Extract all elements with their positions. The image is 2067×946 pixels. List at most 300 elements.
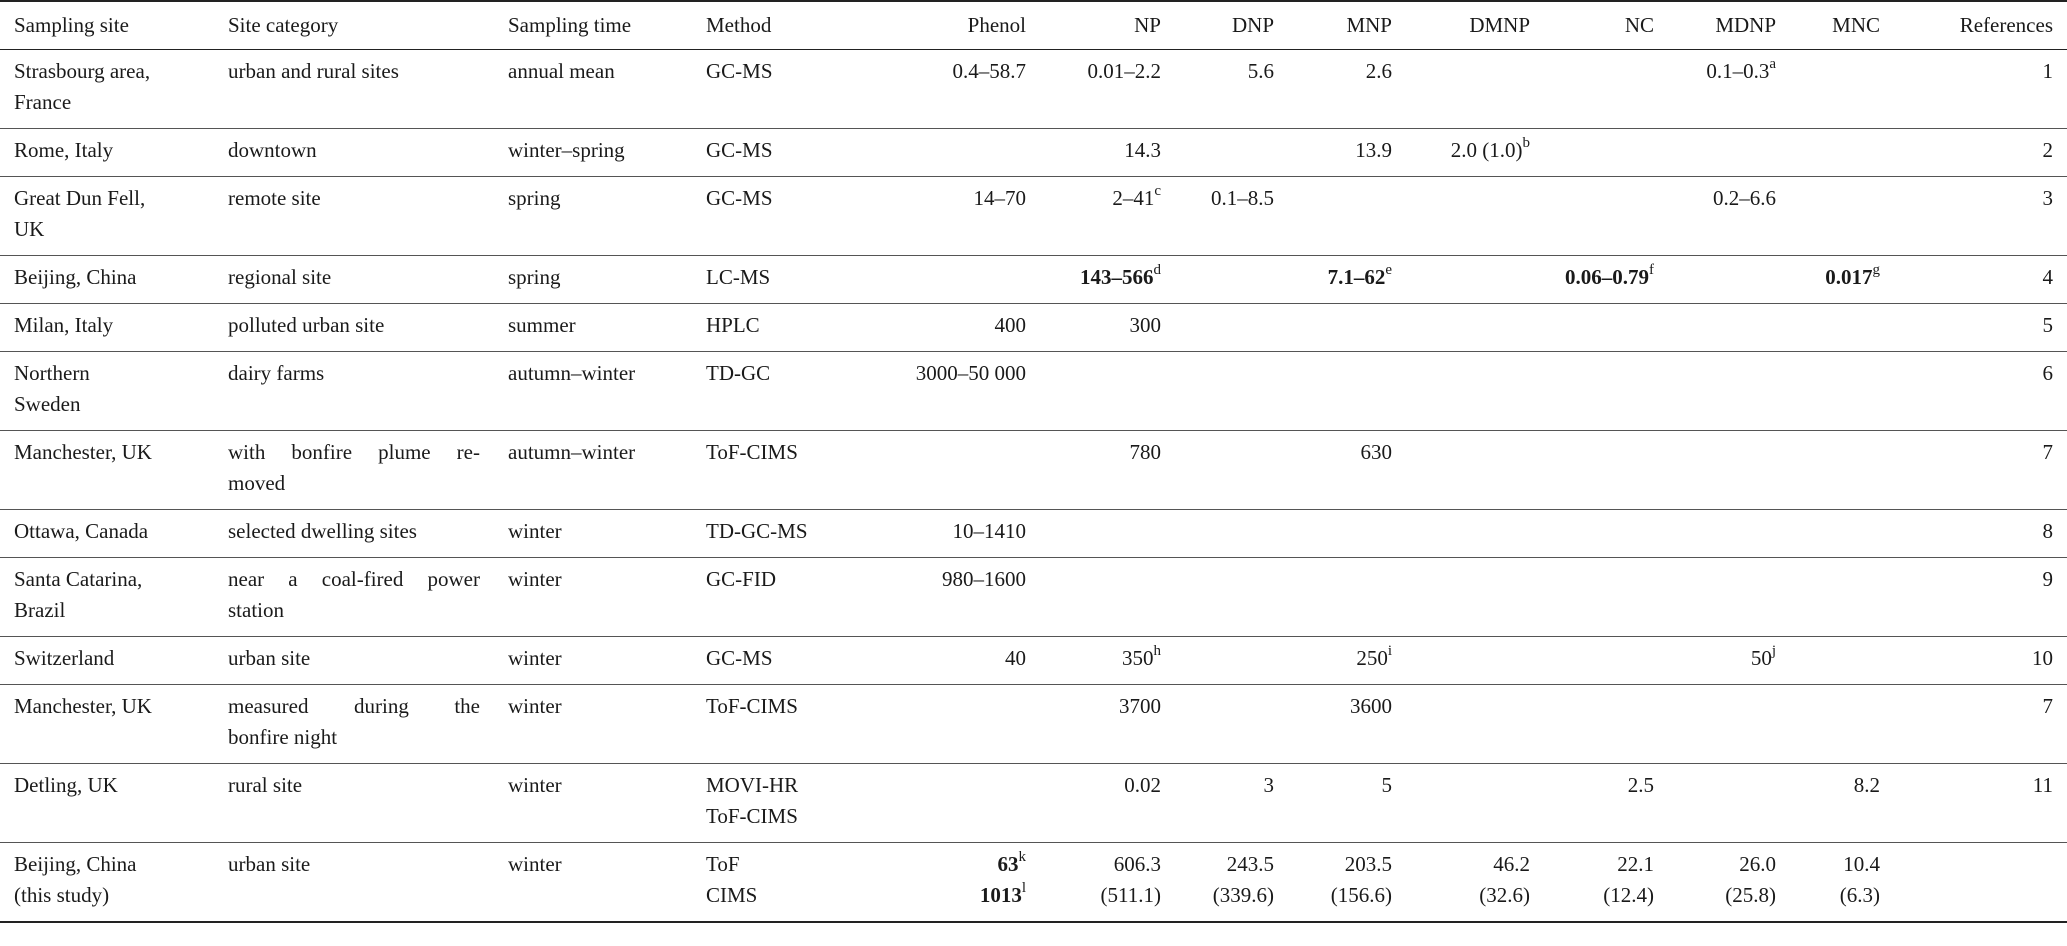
nc-value [1558, 770, 1654, 801]
cell-method [692, 843, 829, 923]
nc-value [1558, 880, 1654, 911]
cell-mdnp [1668, 764, 1790, 843]
cell-reference: 11 [2032, 773, 2053, 797]
table-row [0, 510, 2067, 558]
cell-mnp [1288, 304, 1406, 352]
np-number: 143–566 [1080, 265, 1154, 289]
mnp-number: 250 [1356, 646, 1388, 670]
cell-sampling-site [0, 510, 214, 558]
cell-mnp [1288, 685, 1406, 764]
cell-np [1040, 685, 1175, 764]
cell-dnp [1175, 50, 1288, 129]
site-category-line: selected dwelling sites [228, 519, 417, 543]
cell-phenol [829, 352, 1040, 431]
sampling-site-line: UK [14, 217, 45, 241]
dnp-number: 5.6 [1247, 59, 1274, 83]
sampling-site-line: Manchester, UK [14, 440, 152, 464]
cell-reference: 5 [2042, 313, 2053, 337]
mdnp-value [1682, 183, 1776, 214]
header-site-category: Site category [228, 13, 339, 37]
cell-mdnp [1668, 352, 1790, 431]
mnc-number: 8.2 [1853, 773, 1880, 797]
np-value [1054, 56, 1161, 87]
phenol-number: 980–1600 [942, 567, 1026, 591]
sampling-site-line: Brazil [14, 598, 66, 622]
mnp-number: 7.1–62 [1327, 265, 1386, 289]
header-mdnp: MDNP [1715, 13, 1776, 37]
cell-site-category [214, 685, 494, 764]
cell-site-category [214, 431, 494, 510]
cell-dmnp [1406, 637, 1544, 685]
sampling-site-line: Detling, UK [14, 773, 118, 797]
cell-mnp [1288, 177, 1406, 256]
cell-phenol [829, 558, 1040, 637]
header-mnc: MNC [1832, 13, 1880, 37]
cell-sampling-site [0, 637, 214, 685]
cell-site-category [214, 352, 494, 431]
dnp-value [1189, 56, 1274, 87]
np-number: (511.1) [1100, 883, 1161, 907]
dnp-value [1189, 770, 1274, 801]
cell-reference: 1 [2042, 59, 2053, 83]
cell-method [692, 50, 829, 129]
nc-number: 0.06–0.79 [1565, 265, 1649, 289]
mnc-number: (6.3) [1839, 883, 1880, 907]
cell-phenol [829, 177, 1040, 256]
site-category-line: bonfire night [228, 725, 338, 749]
mnp-value [1302, 770, 1392, 801]
phenol-value [843, 310, 1026, 341]
cell-mdnp [1668, 304, 1790, 352]
cell-mdnp [1668, 177, 1790, 256]
sampling-site-line: Switzerland [14, 646, 115, 670]
cell-dnp [1175, 256, 1288, 304]
cell-nc [1544, 843, 1668, 923]
cell-sampling-site [0, 256, 214, 304]
cell-sampling-site [0, 129, 214, 177]
cell-dmnp [1406, 129, 1544, 177]
cell-reference: 6 [2042, 361, 2053, 385]
mnp-number: (156.6) [1330, 883, 1392, 907]
mdnp-number: 0.1–0.3 [1706, 59, 1770, 83]
sampling-site-line: Beijing, China [14, 852, 137, 876]
nc-value [1558, 849, 1654, 880]
cell-dnp [1175, 637, 1288, 685]
dnp-number: (339.6) [1212, 883, 1274, 907]
table-row [0, 304, 2067, 352]
site-category-line: measured during the [228, 694, 480, 718]
site-category-line: station [228, 598, 284, 622]
np-value [1054, 643, 1161, 674]
cell-np [1040, 764, 1175, 843]
mnp-number: 3600 [1350, 694, 1392, 718]
mnp-number: 2.6 [1365, 59, 1392, 83]
dnp-number: 243.5 [1226, 852, 1274, 876]
cell-np [1040, 843, 1175, 923]
cell-nc [1544, 685, 1668, 764]
cell-mdnp [1668, 510, 1790, 558]
cell-np [1040, 129, 1175, 177]
site-category-line: urban site [228, 646, 311, 670]
cell-dnp [1175, 843, 1288, 923]
dmnp-number: 46.2 [1493, 852, 1530, 876]
cell-phenol [829, 685, 1040, 764]
cell-mnp [1288, 352, 1406, 431]
phenol-number: 3000–50 000 [915, 361, 1026, 385]
cell-np [1040, 558, 1175, 637]
mnc-value [1804, 770, 1880, 801]
cell-site-category [214, 637, 494, 685]
cell-dnp [1175, 304, 1288, 352]
dmnp-value [1420, 135, 1530, 166]
cell-site-category [214, 256, 494, 304]
np-value [1054, 183, 1161, 214]
cell-mnc [1790, 685, 1894, 764]
nc-number: 2.5 [1627, 773, 1654, 797]
np-value [1054, 310, 1161, 341]
header-dnp: DNP [1231, 13, 1274, 37]
header-method: Method [706, 13, 772, 37]
cell-mnc [1790, 637, 1894, 685]
sampling-site-line: Santa Catarina, [14, 567, 143, 591]
cell-sampling-site [0, 177, 214, 256]
cell-mnc [1790, 177, 1894, 256]
phenol-value [843, 516, 1026, 547]
cell-mnp [1288, 256, 1406, 304]
mdnp-number: 0.2–6.6 [1713, 186, 1776, 210]
site-category-line: near a coal-fired power [228, 567, 480, 591]
nc-value [1558, 262, 1654, 293]
cell-mdnp [1668, 843, 1790, 923]
np-number: 0.01–2.2 [1087, 59, 1161, 83]
mnp-number: 13.9 [1355, 138, 1392, 162]
cell-mnp [1288, 129, 1406, 177]
phenol-number: 1013 [979, 883, 1022, 907]
cell-site-category [214, 50, 494, 129]
cell-phenol [829, 764, 1040, 843]
site-category-line: urban site [228, 852, 311, 876]
np-number: 300 [1129, 313, 1161, 337]
phenol-value [843, 880, 1026, 911]
np-number: 14.3 [1124, 138, 1161, 162]
cell-reference: 3 [2042, 186, 2053, 210]
cell-phenol [829, 129, 1040, 177]
phenol-number: 63 [997, 852, 1019, 876]
np-value [1054, 437, 1161, 468]
cell-np [1040, 304, 1175, 352]
mnc-number: 0.017 [1825, 265, 1873, 289]
method-line: TD-GC [706, 361, 771, 385]
cell-phenol [829, 304, 1040, 352]
cell-mdnp [1668, 256, 1790, 304]
mnp-value [1302, 135, 1392, 166]
cell-dnp [1175, 558, 1288, 637]
cell-dnp [1175, 685, 1288, 764]
dmnp-number: (32.6) [1479, 883, 1530, 907]
method-line: ToF-CIMS [706, 804, 798, 828]
site-category-line: polluted urban site [228, 313, 385, 337]
cell-mdnp [1668, 558, 1790, 637]
cell-site-category [214, 843, 494, 923]
sampling-site-line: Great Dun Fell, [14, 186, 146, 210]
cell-dnp [1175, 510, 1288, 558]
cell-reference: 7 [2042, 694, 2053, 718]
cell-mnc [1790, 558, 1894, 637]
method-line: ToF [706, 852, 740, 876]
cell-mdnp [1668, 129, 1790, 177]
method-line: GC-FID [706, 567, 777, 591]
cell-np [1040, 352, 1175, 431]
method-line: CIMS [706, 883, 758, 907]
cell-sampling-site [0, 685, 214, 764]
method-line: MOVI-HR [706, 773, 799, 797]
sampling-site-line: Manchester, UK [14, 694, 152, 718]
cell-sampling-time: winter [508, 694, 562, 718]
table-row [0, 50, 2067, 129]
cell-sampling-time: winter [508, 773, 562, 797]
method-line: GC-MS [706, 186, 773, 210]
cell-mnc [1790, 431, 1894, 510]
site-category-line: with bonfire plume re- [228, 440, 480, 464]
phenol-number: 0.4–58.7 [952, 59, 1026, 83]
cell-sampling-site [0, 764, 214, 843]
cell-dmnp [1406, 256, 1544, 304]
cell-nc [1544, 304, 1668, 352]
cell-dmnp [1406, 843, 1544, 923]
mdnp-value [1682, 849, 1776, 880]
np-value [1054, 691, 1161, 722]
dnp-value [1189, 183, 1274, 214]
cell-mdnp [1668, 431, 1790, 510]
mnp-value [1302, 691, 1392, 722]
dmnp-value [1420, 849, 1530, 880]
cell-dmnp [1406, 177, 1544, 256]
phenol-number: 10–1410 [952, 519, 1026, 543]
cell-dnp [1175, 431, 1288, 510]
table-row [0, 843, 2067, 923]
cell-sampling-site [0, 352, 214, 431]
cell-mnp [1288, 764, 1406, 843]
cell-mdnp [1668, 50, 1790, 129]
site-category-line: urban and rural sites [228, 59, 399, 83]
cell-mnp [1288, 510, 1406, 558]
cell-site-category [214, 764, 494, 843]
mnp-value [1302, 437, 1392, 468]
cell-mnc [1790, 304, 1894, 352]
mnp-footnote-mark: i [1387, 643, 1392, 659]
np-number: 350 [1122, 646, 1154, 670]
cell-nc [1544, 256, 1668, 304]
table-row [0, 637, 2067, 685]
cell-sampling-time: summer [508, 313, 576, 337]
cell-sampling-time: annual mean [508, 59, 615, 83]
cell-mnp [1288, 558, 1406, 637]
header-sampling-time: Sampling time [508, 13, 632, 37]
cell-nc [1544, 558, 1668, 637]
sampling-site-line: Sweden [14, 392, 81, 416]
method-line: GC-MS [706, 59, 773, 83]
header-dmnp: DMNP [1469, 13, 1530, 37]
cell-phenol [829, 431, 1040, 510]
cell-nc [1544, 50, 1668, 129]
mdnp-number: (25.8) [1725, 883, 1776, 907]
cell-site-category [214, 510, 494, 558]
cell-sampling-time: autumn–winter [508, 440, 636, 464]
cell-sampling-time: spring [508, 265, 561, 289]
cell-mdnp [1668, 685, 1790, 764]
site-category-line: downtown [228, 138, 317, 162]
cell-mnc [1790, 256, 1894, 304]
cell-mnc [1790, 129, 1894, 177]
sampling-site-line: Ottawa, Canada [14, 519, 149, 543]
cell-method [692, 177, 829, 256]
table-row [0, 177, 2067, 256]
mdnp-value [1682, 643, 1776, 674]
sampling-site-line: Rome, Italy [14, 138, 114, 162]
cell-sampling-time: winter [508, 646, 562, 670]
np-footnote-mark: d [1153, 262, 1161, 278]
cell-dnp [1175, 129, 1288, 177]
phenol-number: 40 [1005, 646, 1026, 670]
mnp-value [1302, 849, 1392, 880]
dnp-value [1189, 849, 1274, 880]
cell-reference: 2 [2042, 138, 2053, 162]
np-value [1054, 770, 1161, 801]
mnp-value [1302, 643, 1392, 674]
site-category-line: remote site [228, 186, 321, 210]
cell-dmnp [1406, 510, 1544, 558]
cell-method [692, 510, 829, 558]
mnc-value [1804, 849, 1880, 880]
site-category-line: dairy farms [228, 361, 325, 385]
method-line: LC-MS [706, 265, 771, 289]
cell-dmnp [1406, 50, 1544, 129]
table-row [0, 764, 2067, 843]
dmnp-footnote-mark: b [1522, 135, 1530, 151]
sampling-site-line: France [14, 90, 72, 114]
mdnp-footnote-mark: a [1769, 56, 1776, 72]
table-row [0, 431, 2067, 510]
cell-mnp [1288, 637, 1406, 685]
cell-mnp [1288, 431, 1406, 510]
cell-reference: 7 [2042, 440, 2053, 464]
cell-mnc [1790, 352, 1894, 431]
mnp-value [1302, 56, 1392, 87]
cell-reference: 9 [2042, 567, 2053, 591]
cell-sampling-time: spring [508, 186, 561, 210]
cell-method [692, 352, 829, 431]
site-category-line: regional site [228, 265, 332, 289]
cell-method [692, 764, 829, 843]
mdnp-value [1682, 56, 1776, 87]
method-line: ToF-CIMS [706, 694, 798, 718]
cell-dmnp [1406, 764, 1544, 843]
sampling-site-line: Beijing, China [14, 265, 137, 289]
method-line: GC-MS [706, 646, 773, 670]
mnp-number: 5 [1381, 773, 1392, 797]
cell-site-category [214, 129, 494, 177]
cell-site-category [214, 558, 494, 637]
dmnp-value [1420, 880, 1530, 911]
mdnp-footnote-mark: j [1771, 643, 1776, 659]
cell-sampling-site [0, 558, 214, 637]
cell-reference: 8 [2042, 519, 2053, 543]
cell-method [692, 256, 829, 304]
np-number: 780 [1129, 440, 1161, 464]
cell-mnc [1790, 843, 1894, 923]
site-category-line: rural site [228, 773, 303, 797]
sampling-site-line: Milan, Italy [14, 313, 114, 337]
table-row [0, 685, 2067, 764]
cell-reference: 4 [2042, 265, 2053, 289]
phenol-value [843, 643, 1026, 674]
mnc-value [1804, 880, 1880, 911]
cell-method [692, 558, 829, 637]
nc-number: (12.4) [1603, 883, 1654, 907]
phenol-footnote-mark: k [1018, 849, 1026, 865]
cell-sampling-time: winter–spring [508, 138, 625, 162]
cell-dmnp [1406, 352, 1544, 431]
cell-nc [1544, 510, 1668, 558]
cell-dmnp [1406, 431, 1544, 510]
method-line: ToF-CIMS [706, 440, 798, 464]
mnc-footnote-mark: g [1872, 262, 1880, 278]
dmnp-number: 2.0 (1.0) [1450, 138, 1523, 162]
cell-sampling-time: winter [508, 519, 562, 543]
mnc-value [1804, 262, 1880, 293]
table-row [0, 129, 2067, 177]
header-phenol: Phenol [967, 13, 1026, 37]
phenol-footnote-mark: l [1021, 880, 1026, 896]
cell-np [1040, 510, 1175, 558]
dnp-number: 0.1–8.5 [1211, 186, 1274, 210]
mdnp-value [1682, 880, 1776, 911]
cell-np [1040, 177, 1175, 256]
cell-nc [1544, 129, 1668, 177]
method-line: TD-GC-MS [706, 519, 808, 543]
np-footnote-mark: c [1154, 183, 1161, 199]
np-value [1054, 262, 1161, 293]
cell-np [1040, 256, 1175, 304]
cell-site-category [214, 304, 494, 352]
mnp-footnote-mark: e [1385, 262, 1392, 278]
cell-phenol [829, 843, 1040, 923]
cell-sampling-time: winter [508, 567, 562, 591]
np-number: 2–41 [1112, 186, 1155, 210]
header-mnp: MNP [1346, 13, 1392, 37]
cell-phenol [829, 256, 1040, 304]
cell-mnc [1790, 50, 1894, 129]
cell-sampling-time: winter [508, 852, 562, 876]
sampling-site-line: Northern [14, 361, 90, 385]
cell-np [1040, 50, 1175, 129]
table-body [0, 50, 2067, 923]
cell-phenol [829, 510, 1040, 558]
cell-nc [1544, 637, 1668, 685]
mnp-number: 203.5 [1344, 852, 1392, 876]
header-row [0, 1, 2067, 50]
dnp-value [1189, 880, 1274, 911]
cell-mnc [1790, 510, 1894, 558]
mdnp-number: 50 [1750, 646, 1772, 670]
cell-mnc [1790, 764, 1894, 843]
np-number: 3700 [1119, 694, 1161, 718]
cell-sampling-site [0, 431, 214, 510]
np-footnote-mark: h [1153, 643, 1161, 659]
cell-sampling-site [0, 843, 214, 923]
cell-dnp [1175, 352, 1288, 431]
cell-nc [1544, 177, 1668, 256]
